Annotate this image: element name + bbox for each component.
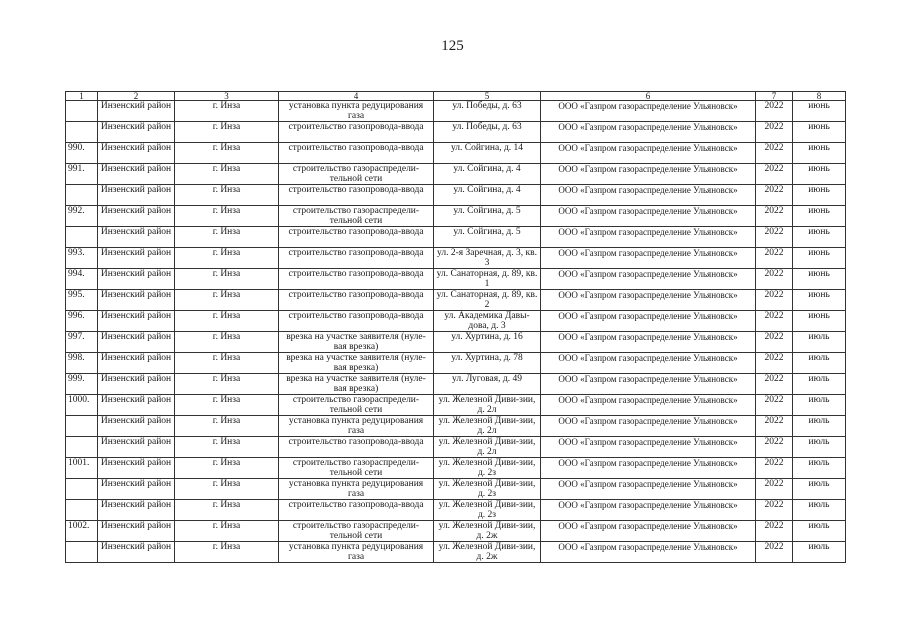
organization-cell: ООО «Газпром газораспределение Ульяновск»	[541, 500, 756, 521]
district-cell: Инзенский район	[98, 248, 175, 269]
table-row	[66, 143, 846, 164]
organization-cell: ООО «Газпром газораспределение Ульяновск»	[541, 479, 756, 500]
organization-cell: ООО «Газпром газораспределение Ульяновск»	[541, 143, 756, 164]
district-cell: Инзенский район	[98, 290, 175, 311]
district-cell: Инзенский район	[98, 164, 175, 185]
year-cell: 2022	[756, 542, 793, 563]
table-row	[66, 332, 846, 353]
address-cell: ул. Железной Диви-зии, д. 2л	[434, 416, 541, 437]
table-row	[66, 311, 846, 332]
address-cell: ул. Железной Диви-зии, д. 2з	[434, 500, 541, 521]
organization-cell: ООО «Газпром газораспределение Ульяновск»	[541, 206, 756, 227]
table-row	[66, 290, 846, 311]
district-cell: Инзенский район	[98, 437, 175, 458]
row-number-cell: 990.	[66, 143, 98, 164]
city-cell: г. Инза	[175, 290, 279, 311]
month-cell: июнь	[793, 185, 846, 206]
year-cell: 2022	[756, 227, 793, 248]
month-cell: июнь	[793, 122, 846, 143]
city-cell: г. Инза	[175, 311, 279, 332]
address-cell: ул. Железной Диви-зии, д. 2з	[434, 479, 541, 500]
district-cell: Инзенский район	[98, 353, 175, 374]
month-cell: июль	[793, 458, 846, 479]
district-cell: Инзенский район	[98, 269, 175, 290]
organization-cell: ООО «Газпром газораспределение Ульяновск»	[541, 332, 756, 353]
year-cell: 2022	[756, 353, 793, 374]
district-cell: Инзенский район	[98, 458, 175, 479]
organization-cell: ООО «Газпром газораспределение Ульяновск»	[541, 311, 756, 332]
month-cell: июль	[793, 521, 846, 542]
gasification-table	[65, 91, 846, 563]
row-number-cell	[66, 416, 98, 437]
work-type-cell: строительство газораспредели-тельной сети	[279, 521, 434, 542]
year-cell: 2022	[756, 248, 793, 269]
table-row	[66, 185, 846, 206]
year-cell: 2022	[756, 122, 793, 143]
address-cell: ул. Победы, д. 63	[434, 101, 541, 122]
year-cell: 2022	[756, 143, 793, 164]
city-cell: г. Инза	[175, 332, 279, 353]
city-cell: г. Инза	[175, 458, 279, 479]
year-cell: 2022	[756, 290, 793, 311]
table-row	[66, 248, 846, 269]
city-cell: г. Инза	[175, 416, 279, 437]
organization-cell: ООО «Газпром газораспределение Ульяновск»	[541, 164, 756, 185]
address-cell: ул. Сойгина, д. 5	[434, 227, 541, 248]
table-row	[66, 416, 846, 437]
year-cell: 2022	[756, 269, 793, 290]
district-cell: Инзенский район	[98, 101, 175, 122]
address-cell: ул. Хуртина, д. 16	[434, 332, 541, 353]
month-cell: июнь	[793, 164, 846, 185]
city-cell: г. Инза	[175, 269, 279, 290]
address-cell: ул. Железной Диви-зии, д. 2ж	[434, 542, 541, 563]
work-type-cell: строительство газораспредели-тельной сети	[279, 164, 434, 185]
row-number-cell	[66, 500, 98, 521]
work-type-cell: строительство газопровода-ввода	[279, 437, 434, 458]
district-cell: Инзенский район	[98, 206, 175, 227]
year-cell: 2022	[756, 458, 793, 479]
organization-cell: ООО «Газпром газораспределение Ульяновск»	[541, 353, 756, 374]
row-number-cell: 997.	[66, 332, 98, 353]
year-cell: 2022	[756, 185, 793, 206]
address-cell: ул. Железной Диви-зии, д. 2ж	[434, 521, 541, 542]
organization-cell: ООО «Газпром газораспределение Ульяновск»	[541, 122, 756, 143]
address-cell: ул. Сойгина, д. 5	[434, 206, 541, 227]
month-cell: июль	[793, 416, 846, 437]
organization-cell: ООО «Газпром газораспределение Ульяновск»	[541, 227, 756, 248]
table-row	[66, 269, 846, 290]
city-cell: г. Инза	[175, 437, 279, 458]
month-cell: июль	[793, 479, 846, 500]
page-number: 125	[441, 38, 464, 54]
district-cell: Инзенский район	[98, 395, 175, 416]
work-type-cell: строительство газопровода-ввода	[279, 122, 434, 143]
table-row	[66, 206, 846, 227]
organization-cell: ООО «Газпром газораспределение Ульяновск»	[541, 290, 756, 311]
city-cell: г. Инза	[175, 101, 279, 122]
table-row	[66, 542, 846, 563]
table-row	[66, 353, 846, 374]
organization-cell: ООО «Газпром газораспределение Ульяновск»	[541, 521, 756, 542]
table-row	[66, 458, 846, 479]
work-type-cell: строительство газопровода-ввода	[279, 143, 434, 164]
column-header: 4	[279, 92, 434, 101]
address-cell: ул. Хуртина, д. 78	[434, 353, 541, 374]
city-cell: г. Инза	[175, 248, 279, 269]
row-number-cell: 995.	[66, 290, 98, 311]
table-row	[66, 122, 846, 143]
address-cell: ул. Железной Диви-зии, д. 2з	[434, 458, 541, 479]
city-cell: г. Инза	[175, 122, 279, 143]
month-cell: июнь	[793, 248, 846, 269]
row-number-cell: 994.	[66, 269, 98, 290]
work-type-cell: установка пункта редуцирования газа	[279, 416, 434, 437]
organization-cell: ООО «Газпром газораспределение Ульяновск»	[541, 416, 756, 437]
work-type-cell: строительство газопровода-ввода	[279, 269, 434, 290]
organization-cell: ООО «Газпром газораспределение Ульяновск»	[541, 458, 756, 479]
work-type-cell: строительство газопровода-ввода	[279, 227, 434, 248]
year-cell: 2022	[756, 437, 793, 458]
table-row	[66, 101, 846, 122]
month-cell: июль	[793, 500, 846, 521]
year-cell: 2022	[756, 164, 793, 185]
district-cell: Инзенский район	[98, 143, 175, 164]
organization-cell: ООО «Газпром газораспределение Ульяновск»	[541, 395, 756, 416]
district-cell: Инзенский район	[98, 122, 175, 143]
organization-cell: ООО «Газпром газораспределение Ульяновск»	[541, 185, 756, 206]
district-cell: Инзенский район	[98, 311, 175, 332]
year-cell: 2022	[756, 101, 793, 122]
city-cell: г. Инза	[175, 206, 279, 227]
city-cell: г. Инза	[175, 500, 279, 521]
month-cell: июнь	[793, 227, 846, 248]
row-number-cell: 999.	[66, 374, 98, 395]
district-cell: Инзенский район	[98, 479, 175, 500]
city-cell: г. Инза	[175, 521, 279, 542]
row-number-cell: 992.	[66, 206, 98, 227]
city-cell: г. Инза	[175, 143, 279, 164]
city-cell: г. Инза	[175, 353, 279, 374]
address-cell: ул. Победы, д. 63	[434, 122, 541, 143]
table-row	[66, 479, 846, 500]
row-number-cell	[66, 437, 98, 458]
work-type-cell: врезка на участке заявителя (нуле-вая врезка)	[279, 332, 434, 353]
city-cell: г. Инза	[175, 374, 279, 395]
address-cell: ул. Санаторная, д. 89, кв. 1	[434, 269, 541, 290]
month-cell: июнь	[793, 290, 846, 311]
organization-cell: ООО «Газпром газораспределение Ульяновск»	[541, 269, 756, 290]
column-header: 5	[434, 92, 541, 101]
month-cell: июль	[793, 374, 846, 395]
district-cell: Инзенский район	[98, 374, 175, 395]
work-type-cell: установка пункта редуцирования газа	[279, 101, 434, 122]
table-row	[66, 395, 846, 416]
work-type-cell: строительство газораспредели-тельной сети	[279, 458, 434, 479]
year-cell: 2022	[756, 479, 793, 500]
month-cell: июль	[793, 437, 846, 458]
month-cell: июль	[793, 332, 846, 353]
row-number-cell: 1002.	[66, 521, 98, 542]
organization-cell: ООО «Газпром газораспределение Ульяновск»	[541, 437, 756, 458]
city-cell: г. Инза	[175, 185, 279, 206]
row-number-cell: 1000.	[66, 395, 98, 416]
city-cell: г. Инза	[175, 227, 279, 248]
organization-cell: ООО «Газпром газораспределение Ульяновск»	[541, 101, 756, 122]
city-cell: г. Инза	[175, 479, 279, 500]
month-cell: июнь	[793, 101, 846, 122]
address-cell: ул. 2-я Заречная, д. 3, кв. 3	[434, 248, 541, 269]
row-number-cell: 993.	[66, 248, 98, 269]
district-cell: Инзенский район	[98, 542, 175, 563]
year-cell: 2022	[756, 311, 793, 332]
month-cell: июнь	[793, 143, 846, 164]
column-header: 7	[756, 92, 793, 101]
address-cell: ул. Санаторная, д. 89, кв. 2	[434, 290, 541, 311]
year-cell: 2022	[756, 521, 793, 542]
work-type-cell: строительство газопровода-ввода	[279, 311, 434, 332]
table-row	[66, 227, 846, 248]
year-cell: 2022	[756, 206, 793, 227]
year-cell: 2022	[756, 395, 793, 416]
column-header: 6	[541, 92, 756, 101]
row-number-cell: 998.	[66, 353, 98, 374]
work-type-cell: строительство газопровода-ввода	[279, 500, 434, 521]
address-cell: ул. Сойгина, д. 4	[434, 164, 541, 185]
column-header: 8	[793, 92, 846, 101]
month-cell: июль	[793, 353, 846, 374]
column-number-row	[66, 92, 846, 101]
district-cell: Инзенский район	[98, 227, 175, 248]
row-number-cell	[66, 479, 98, 500]
city-cell: г. Инза	[175, 542, 279, 563]
column-header: 1	[66, 92, 98, 101]
address-cell: ул. Сойгина, д. 4	[434, 185, 541, 206]
table-body	[66, 101, 846, 563]
district-cell: Инзенский район	[98, 416, 175, 437]
address-cell: ул. Железной Диви-зии, д. 2л	[434, 437, 541, 458]
organization-cell: ООО «Газпром газораспределение Ульяновск»	[541, 374, 756, 395]
month-cell: июль	[793, 395, 846, 416]
table-row	[66, 437, 846, 458]
work-type-cell: установка пункта редуцирования газа	[279, 542, 434, 563]
address-cell: ул. Луговая, д. 49	[434, 374, 541, 395]
organization-cell: ООО «Газпром газораспределение Ульяновск»	[541, 542, 756, 563]
year-cell: 2022	[756, 416, 793, 437]
work-type-cell: строительство газораспредели-тельной сети	[279, 395, 434, 416]
year-cell: 2022	[756, 374, 793, 395]
district-cell: Инзенский район	[98, 185, 175, 206]
district-cell: Инзенский район	[98, 500, 175, 521]
year-cell: 2022	[756, 500, 793, 521]
month-cell: июнь	[793, 269, 846, 290]
column-header: 3	[175, 92, 279, 101]
city-cell: г. Инза	[175, 164, 279, 185]
work-type-cell: строительство газопровода-ввода	[279, 248, 434, 269]
row-number-cell	[66, 101, 98, 122]
table-row	[66, 521, 846, 542]
row-number-cell	[66, 227, 98, 248]
work-type-cell: строительство газопровода-ввода	[279, 290, 434, 311]
work-type-cell: установка пункта редуцирования газа	[279, 479, 434, 500]
work-type-cell: врезка на участке заявителя (нуле-вая врезка)	[279, 374, 434, 395]
row-number-cell: 1001.	[66, 458, 98, 479]
row-number-cell	[66, 122, 98, 143]
organization-cell: ООО «Газпром газораспределение Ульяновск»	[541, 248, 756, 269]
table-row	[66, 374, 846, 395]
work-type-cell: врезка на участке заявителя (нуле-вая врезка)	[279, 353, 434, 374]
table-row	[66, 164, 846, 185]
row-number-cell: 991.	[66, 164, 98, 185]
work-type-cell: строительство газораспредели-тельной сети	[279, 206, 434, 227]
address-cell: ул. Железной Диви-зии, д. 2л	[434, 395, 541, 416]
table-row	[66, 500, 846, 521]
work-type-cell: строительство газопровода-ввода	[279, 185, 434, 206]
column-header: 2	[98, 92, 175, 101]
row-number-cell	[66, 185, 98, 206]
month-cell: июнь	[793, 206, 846, 227]
row-number-cell	[66, 542, 98, 563]
month-cell: июнь	[793, 311, 846, 332]
address-cell: ул. Сойгина, д. 14	[434, 143, 541, 164]
district-cell: Инзенский район	[98, 332, 175, 353]
district-cell: Инзенский район	[98, 521, 175, 542]
address-cell: ул. Академика Давы-дова, д. 3	[434, 311, 541, 332]
row-number-cell: 996.	[66, 311, 98, 332]
month-cell: июль	[793, 542, 846, 563]
year-cell: 2022	[756, 332, 793, 353]
city-cell: г. Инза	[175, 395, 279, 416]
